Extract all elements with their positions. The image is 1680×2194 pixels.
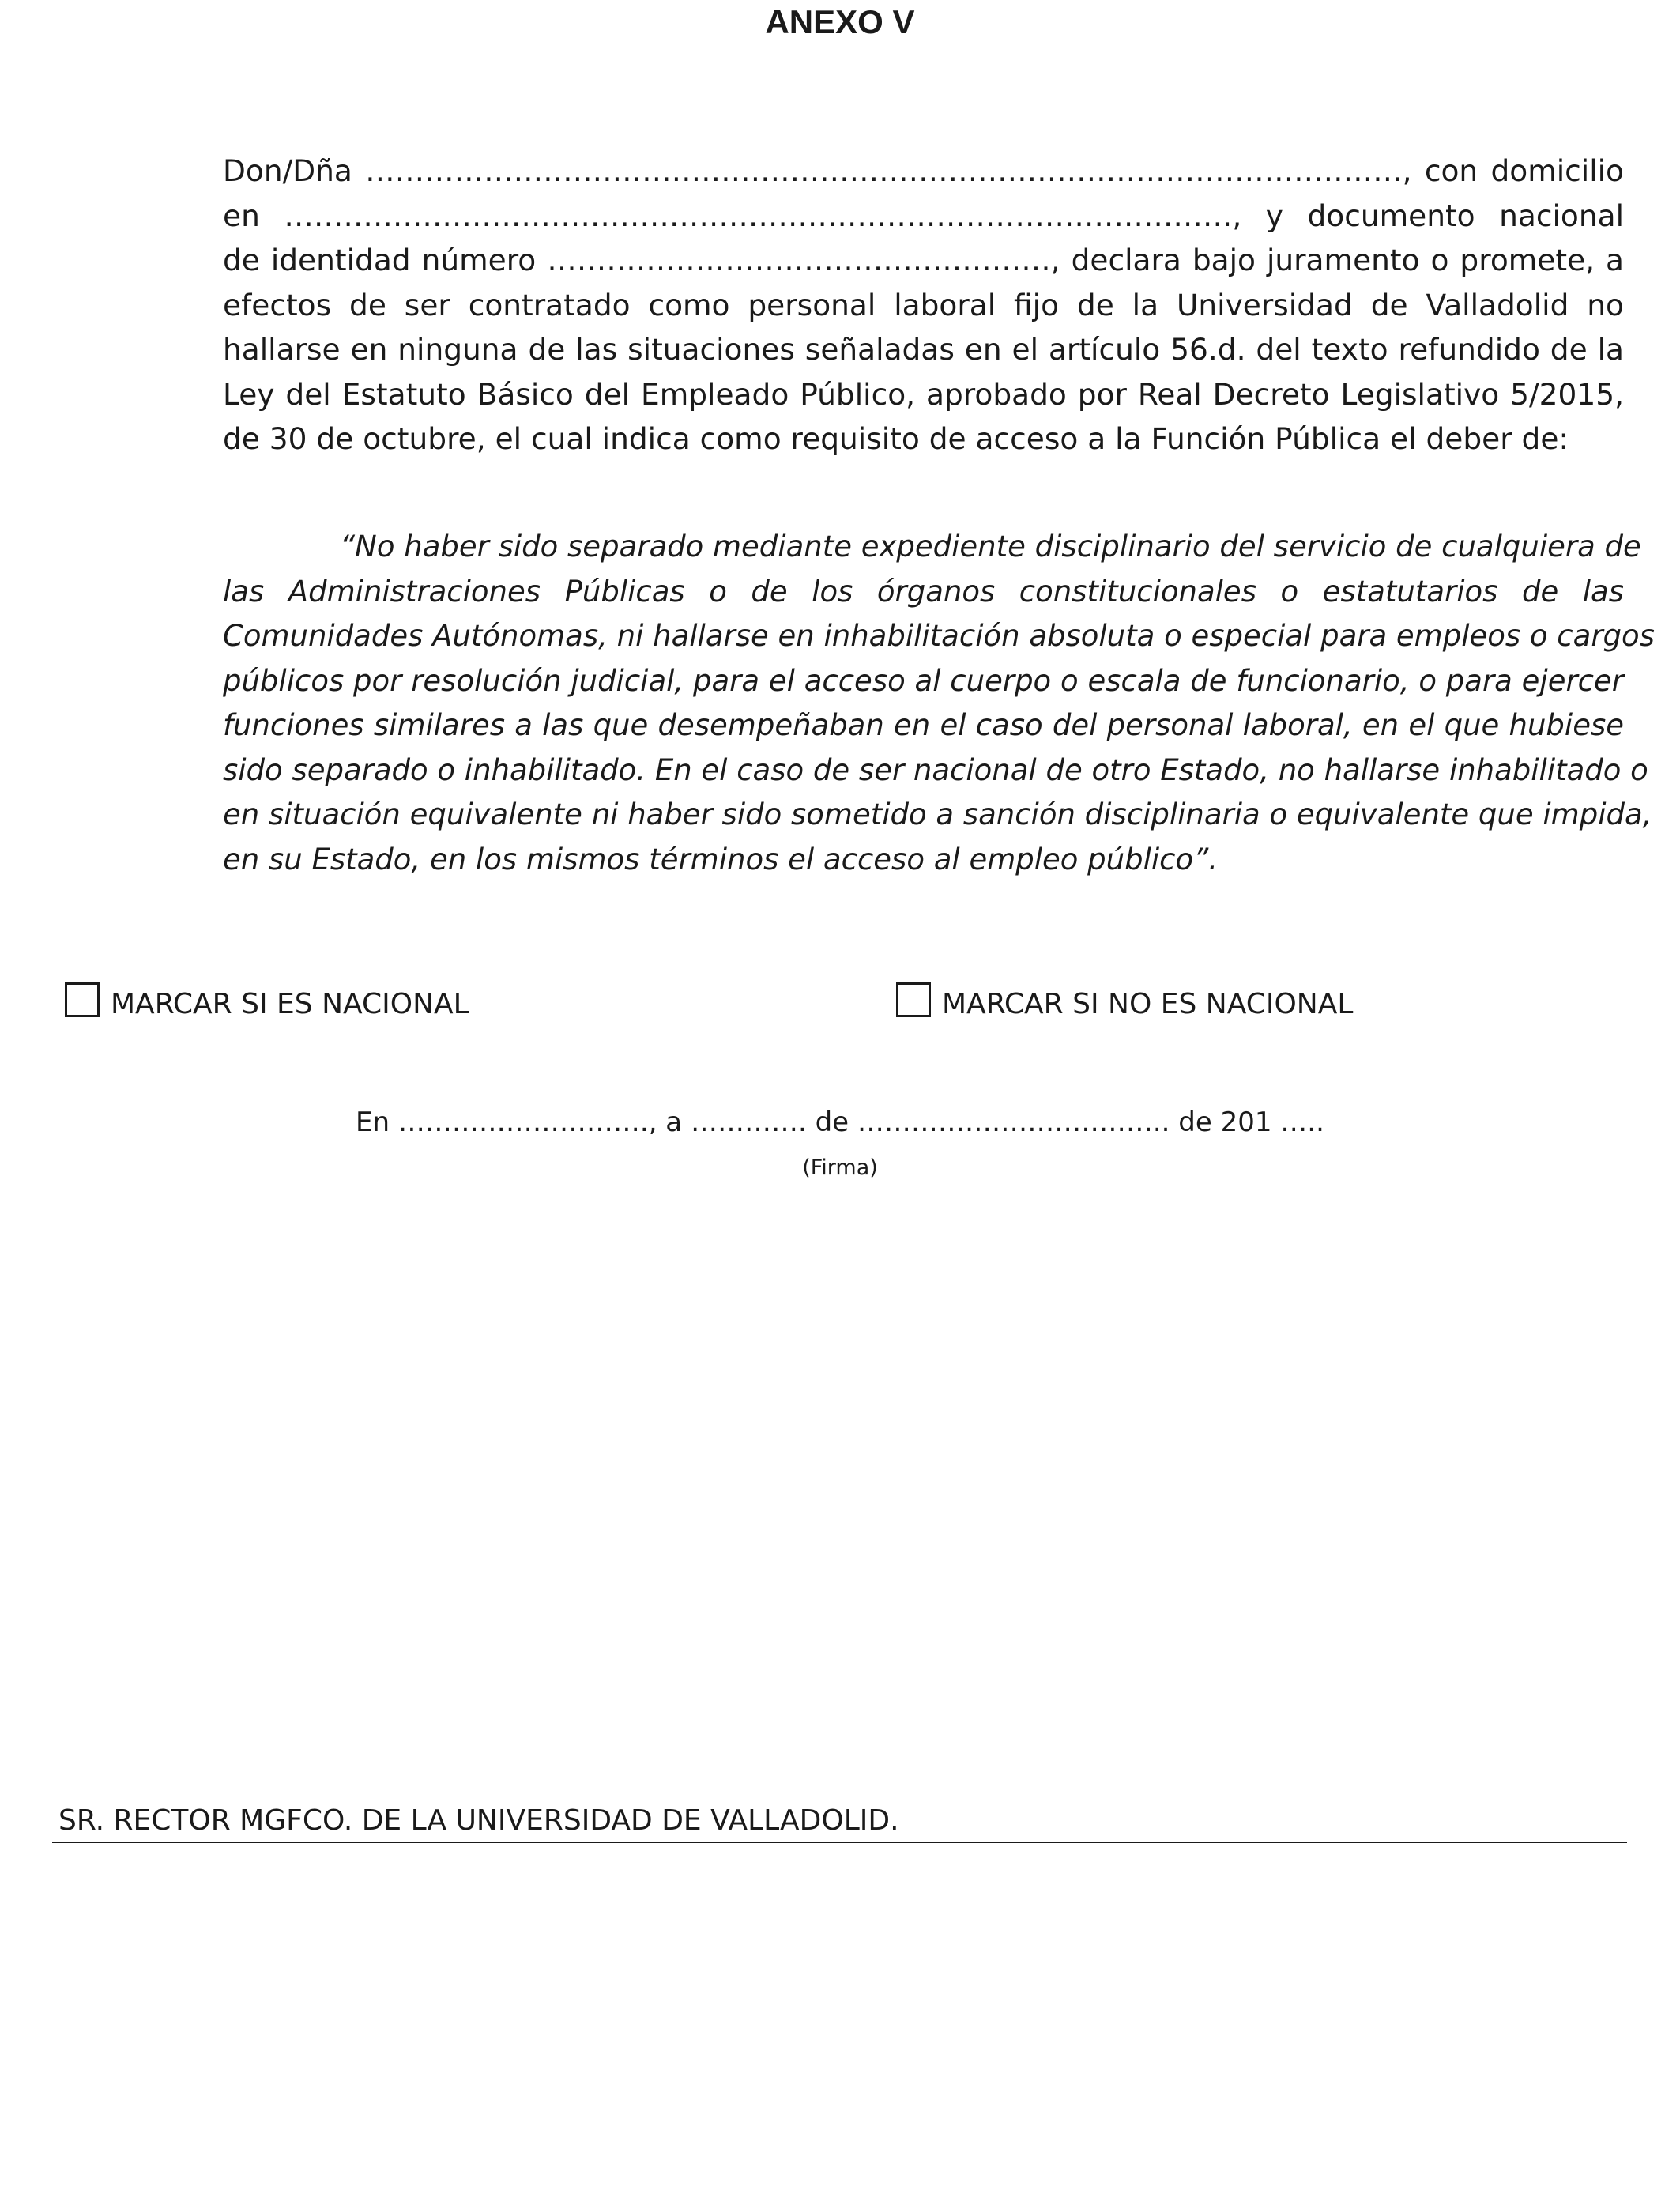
- bottom-rule: [52, 1842, 1627, 1843]
- declaration-line: de 30 de octubre, el cual indica como requisito de acceso a la Función Pública el deber de:: [223, 421, 1569, 456]
- place-date-line: En ………………………., a …………. de …………………………….. de 201 …..: [356, 1106, 1324, 1138]
- no-nacional-option[interactable]: [896, 980, 1353, 1027]
- quote-line: funciones similares a las que desempeñaban en el caso del personal laboral, en el que hubiese: [223, 708, 1624, 742]
- quote-line: “No haber sido separado mediante expediente disciplinario del servicio de cualquiera de: [340, 530, 1641, 564]
- declaration-line: efectos de ser contratado como personal laboral fijo de la Universidad de Valladolid no: [223, 287, 1624, 322]
- quote-line: las Administraciones Públicas o de los órganos constitucionales o estatutarios de las: [223, 574, 1624, 609]
- declaration-line: hallarse en ninguna de las situaciones señaladas en el artículo 56.d. del texto refundido de la: [223, 332, 1624, 367]
- legal-quote: [223, 525, 1655, 882]
- quote-line: públicos por resolución judicial, para el acceso al cuerpo o escala de funcionario, o para ejercer: [223, 663, 1624, 698]
- nacional-label: MARCAR SI ES NACIONAL: [111, 987, 469, 1020]
- declaration-line: en ……………………………………………………………………………………, y documento nacional: [223, 198, 1624, 233]
- quote-line: Comunidades Autónomas, ni hallarse en inhabilitación absoluta o especial para empleos o cargos: [223, 619, 1655, 653]
- declaration-line: de identidad número ……………………………………………, declara bajo juramento o promete, a: [223, 243, 1624, 277]
- quote-line: en situación equivalente ni haber sido sometido a sanción disciplinaria o equivalente que impida,: [223, 797, 1652, 831]
- quote-line: en su Estado, en los mismos términos el acceso al empleo público”.: [223, 842, 1219, 876]
- document-title: ANEXO V: [765, 3, 915, 40]
- declaration-line: Ley del Estatuto Básico del Empleado Público, aprobado por Real Decreto Legislativo 5/2015,: [223, 376, 1624, 412]
- nacional-option[interactable]: [65, 980, 469, 1027]
- nacional-checkbox[interactable]: [65, 982, 100, 1017]
- declaration-line: Don/Dña ……………………………………………………………………………………………, con domicilio: [223, 153, 1624, 188]
- no-nacional-label: MARCAR SI NO ES NACIONAL: [942, 987, 1354, 1020]
- signature-label: (Firma): [802, 1155, 878, 1180]
- addressee: SR. RECTOR MGFCO. DE LA UNIVERSIDAD DE VALLADOLID.: [58, 1804, 899, 1837]
- quote-line: sido separado o inhabilitado. En el caso de ser nacional de otro Estado, no hallarse inhabilitado o: [223, 752, 1648, 787]
- declaration-paragraph: [223, 149, 1624, 462]
- no-nacional-checkbox[interactable]: [896, 982, 931, 1017]
